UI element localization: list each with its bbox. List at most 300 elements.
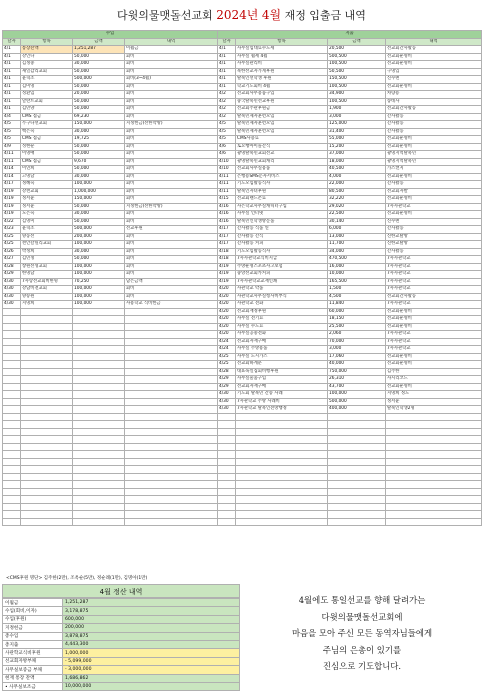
- income-date-cell: [3, 466, 21, 474]
- ledger-row: [3, 421, 482, 429]
- income-detail-cell: 이월금: [125, 46, 218, 54]
- expense-date-cell: 4/20: [218, 323, 236, 331]
- expense-date-cell: 4/17: [218, 233, 236, 241]
- income-detail-cell: 회비: [125, 128, 218, 136]
- ledger-row: [3, 158, 482, 166]
- income-amount-cell: [73, 323, 125, 331]
- income-item-cell: [21, 503, 73, 511]
- expense-detail-cell: 7사사관학교: [386, 278, 482, 286]
- summary-row: [3, 624, 240, 632]
- ledger-row: [3, 233, 482, 241]
- expense-date-cell: 4/20: [218, 293, 236, 301]
- expense-date-cell: 4/19: [218, 263, 236, 271]
- income-amount-cell: [73, 413, 125, 421]
- expense-item-cell: 광명탈북민교회캐리: [236, 158, 328, 166]
- income-item-cell: 한명남: [21, 271, 73, 279]
- summary-label: 사무실보증금 부채: [3, 666, 63, 674]
- expense-item-cell: 중국탈북민선교후원: [236, 98, 328, 106]
- ledger-row: [3, 473, 482, 481]
- ledger-row: [3, 211, 482, 219]
- expense-item-cell: 중앙선교회카커피: [236, 271, 328, 279]
- income-date-cell: [3, 413, 21, 421]
- income-item-cell: 정서윤: [21, 203, 73, 211]
- expense-date-cell: 4/11: [218, 173, 236, 181]
- income-amount-cell: 500,000: [73, 76, 125, 84]
- expense-date-cell: 4/6: [218, 143, 236, 151]
- expense-detail-cell: 선교회운영비: [386, 211, 482, 219]
- income-item-cell: [21, 361, 73, 369]
- summary-row: [3, 615, 240, 623]
- ledger-row: [3, 346, 482, 354]
- income-detail-cell: 지정헌금(선한약방): [125, 203, 218, 211]
- ledger-row: [3, 263, 482, 271]
- expense-date-cell: 4/29: [218, 376, 236, 384]
- expense-item-cell: 간사활동 커피: [236, 241, 328, 249]
- expense-amount-cell: 3,000: [328, 113, 386, 121]
- expense-amount-cell: 40,500: [328, 166, 386, 174]
- expense-col-amount: 금액: [328, 38, 386, 46]
- income-item-cell: 양승원: [21, 293, 73, 301]
- income-amount-cell: 30,000: [73, 173, 125, 181]
- income-date-cell: [3, 436, 21, 444]
- income-item-cell: 박정희: [21, 248, 73, 256]
- income-detail-cell: 회비: [125, 263, 218, 271]
- income-item-cell: 김민양: [21, 106, 73, 114]
- income-detail-cell: 회비: [125, 173, 218, 181]
- income-detail-cell: [125, 511, 218, 519]
- expense-amount-cell: 100,500: [328, 61, 386, 69]
- title-month: 4월: [261, 8, 282, 22]
- expense-amount-cell: 25,500: [328, 323, 386, 331]
- expense-date-cell: 4/20: [218, 316, 236, 324]
- income-detail-cell: [125, 376, 218, 384]
- income-item-cell: [21, 458, 73, 466]
- income-amount-cell: [73, 503, 125, 511]
- income-amount-cell: 50,000: [73, 106, 125, 114]
- summary-label: 총지출: [3, 640, 63, 648]
- ledger-row: [3, 248, 482, 256]
- income-date-cell: 4/1: [3, 46, 21, 54]
- ledger-row: [3, 308, 482, 316]
- expense-amount-cell: [328, 496, 386, 504]
- expense-amount-cell: 4,500: [328, 293, 386, 301]
- expense-detail-cell: 선교회운영비: [386, 383, 482, 391]
- expense-date-cell: 4/19: [218, 271, 236, 279]
- expense-amount-cell: 100,500: [328, 83, 386, 91]
- expense-date-cell: 4/29: [218, 383, 236, 391]
- income-amount-cell: [73, 496, 125, 504]
- income-detail-cell: 회비: [125, 211, 218, 219]
- expense-item-cell: [236, 443, 328, 451]
- expense-date-cell: [218, 458, 236, 466]
- income-date-cell: 4/28: [3, 263, 21, 271]
- expense-date-cell: [218, 451, 236, 459]
- expense-amount-cell: 30,140: [328, 218, 386, 226]
- expense-item-cell: 기도모임활동식사: [236, 248, 328, 256]
- income-date-cell: [3, 406, 21, 414]
- expense-amount-cell: [328, 428, 386, 436]
- expense-amount-cell: 22,500: [328, 211, 386, 219]
- income-item-cell: [21, 436, 73, 444]
- income-detail-cell: [125, 338, 218, 346]
- income-date-cell: [3, 421, 21, 429]
- income-amount-cell: 30,000: [73, 61, 125, 69]
- income-amount-cell: 20,000: [73, 91, 125, 99]
- expense-detail-cell: 정서윤: [386, 398, 482, 406]
- summary-label: 사관학교식비후원: [3, 649, 63, 657]
- expense-date-cell: 4/16: [218, 218, 236, 226]
- expense-item-cell: [236, 428, 328, 436]
- expense-amount-cell: [328, 413, 386, 421]
- summary-value: 3,178,875: [63, 607, 240, 615]
- income-date-cell: 4/19: [3, 203, 21, 211]
- expense-date-cell: 4/20: [218, 308, 236, 316]
- income-item-cell: [21, 391, 73, 399]
- income-detail-cell: [125, 458, 218, 466]
- income-detail-cell: [125, 443, 218, 451]
- expense-detail-cell: [386, 428, 482, 436]
- expense-date-cell: [218, 511, 236, 519]
- expense-date-cell: 4/1: [218, 46, 236, 54]
- income-item-cell: 노은숙: [21, 211, 73, 219]
- income-detail-cell: [125, 316, 218, 324]
- income-amount-cell: 100,000: [73, 301, 125, 309]
- income-detail-cell: [125, 398, 218, 406]
- expense-date-cell: 4/24: [218, 338, 236, 346]
- expense-item-cell: [236, 421, 328, 429]
- expense-amount-cell: [328, 443, 386, 451]
- income-amount-cell: [73, 518, 125, 526]
- income-item-cell: [21, 308, 73, 316]
- expense-item-cell: [236, 413, 328, 421]
- expense-item-cell: 사무실 주방용품: [236, 346, 328, 354]
- income-date-cell: [3, 323, 21, 331]
- income-date-cell: 4/25: [3, 233, 21, 241]
- expense-item-cell: 사은학교사무실캐릭터구입: [236, 203, 328, 211]
- expense-amount-cell: 2,060: [328, 331, 386, 339]
- income-item-cell: [21, 451, 73, 459]
- expense-detail-cell: 선교회자발: [386, 188, 482, 196]
- income-detail-cell: [125, 466, 218, 474]
- ledger-row: [3, 61, 482, 69]
- expense-amount-cell: [328, 473, 386, 481]
- income-date-cell: 4/30: [3, 301, 21, 309]
- expense-amount-cell: 60,000: [328, 308, 386, 316]
- income-item-cell: 김미영: [21, 83, 73, 91]
- income-detail-cell: 회비: [125, 293, 218, 301]
- expense-amount-cell: [328, 436, 386, 444]
- expense-amount-cell: 18,150: [328, 316, 386, 324]
- ledger-row: [3, 241, 482, 249]
- expense-detail-cell: 선교회간사활동: [386, 293, 482, 301]
- income-date-cell: [3, 496, 21, 504]
- expense-date-cell: 4/10: [218, 158, 236, 166]
- income-item-cell: [21, 481, 73, 489]
- ledger-row: [3, 413, 482, 421]
- expense-detail-cell: 7사사관학교: [386, 286, 482, 294]
- expense-amount-cell: 70,000: [328, 338, 386, 346]
- income-amount-cell: 50,000: [73, 83, 125, 91]
- expense-header: 지출: [218, 31, 482, 39]
- income-amount-cell: 100,000: [73, 286, 125, 294]
- expense-amount-cell: 11,840: [328, 301, 386, 309]
- expense-amount-cell: [328, 511, 386, 519]
- ledger-row: [3, 443, 482, 451]
- income-item-cell: [21, 368, 73, 376]
- income-amount-cell: [73, 308, 125, 316]
- ledger-row: [3, 466, 482, 474]
- expense-item-cell: 선교회사무용품구입: [236, 91, 328, 99]
- expense-amount-cell: 26,310: [328, 376, 386, 384]
- expense-detail-cell: 선교회운영비: [386, 53, 482, 61]
- income-detail-cell: [125, 428, 218, 436]
- income-date-cell: 4/1: [3, 61, 21, 69]
- expense-amount-cell: [328, 481, 386, 489]
- income-item-cell: CMS 접금: [21, 158, 73, 166]
- expense-item-cell: [236, 473, 328, 481]
- expense-amount-cell: 55,000: [328, 136, 386, 144]
- income-detail-cell: 회비: [125, 106, 218, 114]
- income-date-cell: 4/19: [3, 211, 21, 219]
- expense-detail-cell: 광명지역탈북민: [386, 158, 482, 166]
- expense-detail-cell: 지명희 정도: [386, 391, 482, 399]
- ledger-row: [3, 511, 482, 519]
- expense-amount-cell: 500,000: [328, 398, 386, 406]
- summary-row: [3, 599, 240, 607]
- income-item-cell: [21, 473, 73, 481]
- income-item-cell: 정혜숙: [21, 181, 73, 189]
- expense-detail-cell: 선교회운영비: [386, 173, 482, 181]
- expense-detail-cell: 7사사관학교: [386, 301, 482, 309]
- expense-date-cell: 4/5: [218, 128, 236, 136]
- income-date-cell: [3, 511, 21, 519]
- income-date-cell: [3, 308, 21, 316]
- expense-amount-cell: 22,000: [328, 181, 386, 189]
- expense-detail-cell: 신수변: [386, 218, 482, 226]
- expense-item-cell: 탈북인자녀후원: [236, 188, 328, 196]
- expense-amount-cell: [328, 518, 386, 526]
- expense-amount-cell: 750,000: [328, 368, 386, 376]
- expense-detail-cell: 신한교탈방: [386, 241, 482, 249]
- expense-detail-cell: 간사활동: [386, 128, 482, 136]
- income-detail-cell: [125, 368, 218, 376]
- expense-detail-cell: 7사사관학교: [386, 346, 482, 354]
- income-date-cell: 4/1: [3, 106, 21, 114]
- expense-item-cell: 탈북민제자훈련모임: [236, 113, 328, 121]
- expense-date-cell: 4/2: [218, 98, 236, 106]
- income-item-cell: [21, 323, 73, 331]
- income-detail-cell: [125, 391, 218, 399]
- summary-table: [2, 598, 240, 691]
- income-date-cell: [3, 316, 21, 324]
- income-detail-cell: 회비: [125, 218, 218, 226]
- income-item-cell: 강천교회: [21, 188, 73, 196]
- expense-item-cell: 선교회자재구매: [236, 383, 328, 391]
- income-amount-cell: [73, 436, 125, 444]
- ledger-row: [3, 106, 482, 114]
- expense-detail-cell: [386, 511, 482, 519]
- income-item-cell: [21, 398, 73, 406]
- income-date-cell: [3, 346, 21, 354]
- expense-date-cell: 4/11: [218, 181, 236, 189]
- income-date-cell: 4/26: [3, 248, 21, 256]
- income-item-cell: 양동선: [21, 233, 73, 241]
- income-amount-cell: [73, 488, 125, 496]
- income-date-cell: 4/14: [3, 173, 21, 181]
- income-item-cell: 김영미: [21, 218, 73, 226]
- expense-item-cell: 7사사관학교교재인쇄: [236, 278, 328, 286]
- summary-row: [3, 607, 240, 615]
- income-date-cell: 4/25: [3, 241, 21, 249]
- income-amount-cell: 70,250: [73, 278, 125, 286]
- income-item-cell: [21, 346, 73, 354]
- income-date-cell: [3, 368, 21, 376]
- income-amount-cell: 50,000: [73, 98, 125, 106]
- income-amount-cell: 50,000: [73, 203, 125, 211]
- expense-item-cell: 탈북민제자훈련모임: [236, 128, 328, 136]
- summary-label: 현재 통장 잔액: [3, 674, 63, 682]
- message-line: 주님의 은총이 있기를: [322, 644, 402, 655]
- expense-date-cell: 4/16: [218, 211, 236, 219]
- summary-row: [3, 682, 240, 690]
- income-detail-cell: [125, 518, 218, 526]
- income-detail-cell: 회비: [125, 271, 218, 279]
- income-detail-cell: [125, 488, 218, 496]
- ledger-row: [3, 46, 482, 54]
- income-date-cell: 4/9: [3, 143, 21, 151]
- income-item-cell: [21, 406, 73, 414]
- ledger-row: [3, 173, 482, 181]
- expense-date-cell: 4/5: [218, 121, 236, 129]
- summary-row: [3, 666, 240, 674]
- expense-detail-cell: 선교회운영비: [386, 61, 482, 69]
- summary-row: [3, 649, 240, 657]
- expense-detail-cell: 간사활동: [386, 226, 482, 234]
- ledger-row: [3, 286, 482, 294]
- expense-detail-cell: 사시리코드: [386, 376, 482, 384]
- income-detail-cell: [125, 421, 218, 429]
- expense-item-cell: 사관학교 전화: [236, 301, 328, 309]
- income-detail-cell: 회비: [125, 241, 218, 249]
- ledger-row: [3, 428, 482, 436]
- income-item-cell: 정서윤: [21, 196, 73, 204]
- expense-detail-cell: 선교회운영비: [386, 136, 482, 144]
- income-amount-cell: [73, 481, 125, 489]
- income-amount-cell: 500,000: [73, 226, 125, 234]
- summary-value: 10,000,000: [63, 682, 240, 690]
- page-title: [0, 6, 483, 23]
- summary-value: 1,251,287: [63, 599, 240, 607]
- income-amount-cell: 50,000: [73, 256, 125, 264]
- expense-amount-cell: 1,900: [328, 106, 386, 114]
- expense-item-cell: 선교회렌드폰료: [236, 196, 328, 204]
- expense-amount-cell: 13,000: [328, 233, 386, 241]
- income-item-cell: 강남비전교회: [21, 286, 73, 294]
- income-date-cell: [3, 458, 21, 466]
- income-amount-cell: 50,000: [73, 166, 125, 174]
- expense-detail-cell: 선교회운영비: [386, 323, 482, 331]
- income-detail-cell: [125, 361, 218, 369]
- expense-item-cell: 토요행아이돌간식: [236, 143, 328, 151]
- expense-date-cell: 4/1: [218, 61, 236, 69]
- income-item-cell: 이연희: [21, 166, 73, 174]
- expense-detail-cell: 송데사: [386, 98, 482, 106]
- expense-item-cell: [236, 481, 328, 489]
- ledger-row: [3, 143, 482, 151]
- income-detail-cell: 지정헌금(선한약방): [125, 121, 218, 129]
- income-item-cell: 김정중: [21, 61, 73, 69]
- expense-detail-cell: [386, 421, 482, 429]
- expense-detail-cell: [386, 436, 482, 444]
- ledger-row: [3, 226, 482, 234]
- expense-amount-cell: [328, 421, 386, 429]
- ledger-row: [3, 331, 482, 339]
- income-item-cell: [21, 488, 73, 496]
- expense-amount-cell: [328, 488, 386, 496]
- expense-detail-cell: 선교회운영비: [386, 316, 482, 324]
- expense-date-cell: 4/1: [218, 76, 236, 84]
- income-detail-cell: [125, 481, 218, 489]
- expense-amount-cell: 16,000: [328, 263, 386, 271]
- expense-detail-cell: [386, 466, 482, 474]
- expense-detail-cell: 차량용: [386, 91, 482, 99]
- income-amount-cell: [73, 428, 125, 436]
- title-year: 2024년: [216, 8, 259, 22]
- income-date-cell: 4/14: [3, 166, 21, 174]
- expense-item-cell: 기도회 탈북민 간증 사례: [236, 391, 328, 399]
- income-amount-cell: [73, 338, 125, 346]
- expense-date-cell: 4/5: [218, 136, 236, 144]
- income-amount-cell: 100,000: [73, 271, 125, 279]
- ledger-row: [3, 181, 482, 189]
- expense-amount-cell: 11,700: [328, 241, 386, 249]
- expense-item-cell: 7사관학교 탈북인전방행정: [236, 406, 328, 414]
- income-detail-cell: [125, 406, 218, 414]
- summary-panel: [2, 584, 240, 698]
- income-item-cell: 창원선성교회: [21, 263, 73, 271]
- expense-item-cell: 은행용SMS문자서비스: [236, 173, 328, 181]
- ledger-row: [3, 496, 482, 504]
- expense-detail-cell: 7사사관학교: [386, 271, 482, 279]
- income-detail-cell: 회비: [125, 83, 218, 91]
- expense-detail-cell: [386, 458, 482, 466]
- expense-amount-cell: 31,400: [328, 128, 386, 136]
- summary-label: 지정헌금: [3, 624, 63, 632]
- ledger-body: [3, 46, 482, 526]
- income-item-cell: [21, 466, 73, 474]
- income-item-cell: 달란트교회: [21, 98, 73, 106]
- expense-amount-cell: 18,000: [328, 158, 386, 166]
- expense-detail-cell: 7사사관학교: [386, 331, 482, 339]
- income-date-cell: 4/11: [3, 151, 21, 159]
- income-item-cell: 김민정: [21, 256, 73, 264]
- expense-detail-cell: [386, 443, 482, 451]
- expense-date-cell: 4/30: [218, 406, 236, 414]
- income-date-cell: 4/19: [3, 188, 21, 196]
- income-amount-cell: [73, 511, 125, 519]
- income-date-cell: [3, 443, 21, 451]
- expense-item-cell: 간사활동 식품 연: [236, 226, 328, 234]
- expense-date-cell: [218, 466, 236, 474]
- income-detail-cell: 회비: [125, 181, 218, 189]
- income-detail-cell: 회비: [125, 248, 218, 256]
- expense-detail-cell: 가스캔지: [386, 166, 482, 174]
- ledger-row: [3, 76, 482, 84]
- ledger-table: [2, 30, 482, 526]
- income-item-cell: [21, 428, 73, 436]
- income-detail-cell: [125, 436, 218, 444]
- ledger-row: [3, 301, 482, 309]
